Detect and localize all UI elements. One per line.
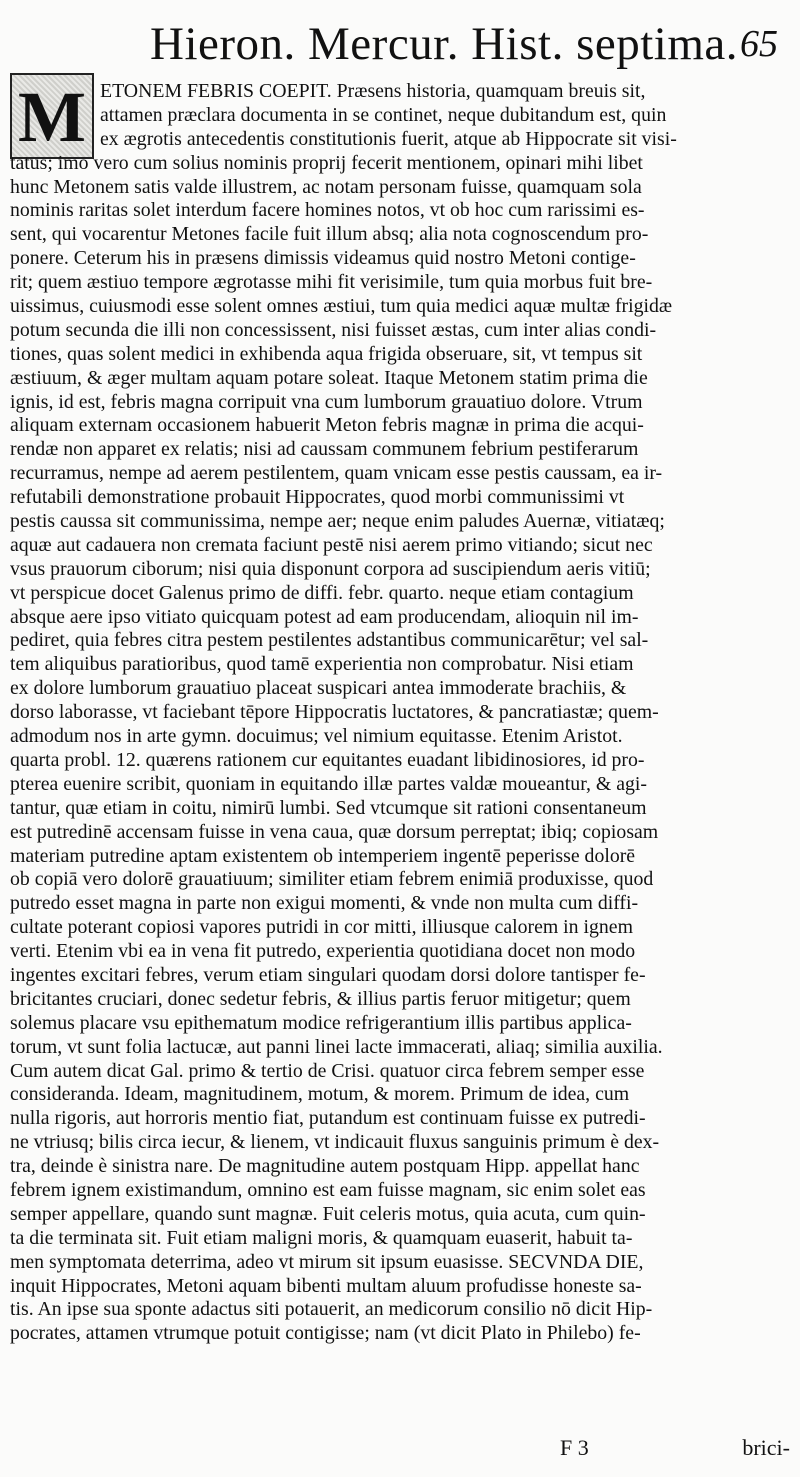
page-footer xyxy=(0,1432,800,1464)
text-line: ex dolore lumborum grauatiuo placeat suspicari antea immoderate brachiis, & xyxy=(10,677,627,700)
text-line: uissimus, cuiusmodi esse solent omnes æstiui, tum quia medici aquæ multæ frigidæ xyxy=(10,295,673,318)
text-line: admodum nos in arte gymn. docuimus; vel nimium equitasse. Etenim Aristot. xyxy=(10,725,623,748)
text-line: absque aere ipso vitiato quicquam potest ad eam producendam, alioquin nil im- xyxy=(10,605,639,628)
text-line: rendæ non apparet ex relatis; nisi ad caussam communem febrium pestiferarum xyxy=(10,438,639,461)
text-line: tis. An ipse sua sponte adactus siti potauerit, an medicorum consilio nō dicit Hip- xyxy=(10,1298,653,1321)
text-line: tem aliquibus paratioribus, quod tamē experientia non comprobatur. Nisi etiam xyxy=(10,653,634,676)
text-line: nominis raritas solet interdum facere homines notos, vt ob hoc cum rarissimi es- xyxy=(10,199,645,222)
text-line: ponere. Ceterum his in præsens dimissis videamus quid nostro Metoni contige- xyxy=(10,247,636,270)
catchword: brici- xyxy=(742,1435,790,1460)
page-header xyxy=(150,14,782,74)
text-line: putredo esset magna in parte non exigui momenti, & vnde non multa cum diffi- xyxy=(10,892,639,915)
text-line: quarta probl. 12. quærens rationem cur equitantes euadant libidinosiores, id pro- xyxy=(10,748,645,771)
text-line: semper appellare, quando sunt magnæ. Fuit celeris motus, quia acuta, cum quin- xyxy=(10,1202,646,1225)
text-line: sent, qui vocarentur Metones facile fuit illum absq; alia nota cognoscendum pro- xyxy=(10,223,649,246)
text-line: consideranda. Ideam, magnitudinem, motum, & morem. Primum de idea, cum xyxy=(10,1083,630,1106)
text-line: est putredinē accensam fuisse in vena caua, quæ dorsum perreptat; ibiq; copiosam xyxy=(10,820,659,843)
text-line: recurramus, nempe ad aerem pestilentem, quam vnicam esse pestis caussam, ea ir- xyxy=(10,462,663,485)
text-line: inquit Hippocrates, Metoni aquam bibenti multam aluum profudisse honeste sa- xyxy=(10,1274,642,1297)
text-line: bricitantes cruciari, donec sedetur febris, & illius partis feruor mitigetur; quem xyxy=(10,987,631,1010)
signature-mark: F 3 xyxy=(560,1435,589,1460)
text-line: tatus; imo vero cum solius nominis proprij fecerit mentionem, opinari mihi libet xyxy=(10,151,643,174)
text-line: pocrates, attamen vtrumque potuit contigisse; nam (vt dicit Plato in Philebo) fe- xyxy=(10,1322,641,1345)
text-line: aliquam externam occasionem habuerit Meton febris magnæ in prima die acqui- xyxy=(10,414,644,437)
text-line: torum, vt sunt folia lactucæ, aut panni linei lacte immacerati, aliaq; similia auxilia. xyxy=(10,1035,663,1058)
text-line: ta die terminata sit. Fuit etiam maligni moris, & quamquam euaserit, habuit ta- xyxy=(10,1226,633,1249)
text-line: æstiuum, & æger multam aquam potare soleat. Itaque Metonem statim prima die xyxy=(10,366,648,389)
text-line: potum secunda die illi non concessissent, nisi fuisset æstas, cum inter alias condi- xyxy=(10,318,657,341)
text-line: dorso laborasse, vt faciebant tēpore Hippocratis luctatores, & pancratiastæ; quem- xyxy=(10,701,659,724)
text-line: pterea euenire scribit, quoniam in equitando illæ partes valdæ moueantur, & agi- xyxy=(10,772,647,795)
text-line: pediret, quia febres citra pestem pestilentes adstantibus communicarētur; vel sal- xyxy=(10,629,649,652)
text-line: refutabili demonstratione probauit Hippocrates, quod morbi communissimi vt xyxy=(10,486,625,509)
text-line: rit; quem æstiuo tempore ægrotasse mihi fit verisimile, tum quia morbus fuit bre- xyxy=(10,271,653,294)
text-line: pestis caussa sit communissima, nempe aer; neque enim paludes Auernæ, vitiatæq; xyxy=(10,510,665,533)
text-line: ingentes excitari febres, verum etiam singulari quodam dorsi dolore tantisper fe- xyxy=(10,963,646,986)
text-line: ex ægrotis antecedentis constitutionis fuerit, atque ab Hippocrate sit visi- xyxy=(100,127,677,150)
text-line: vt perspicue docet Galenus primo de diffi. febr. quarto. neque etiam contagium xyxy=(10,581,634,604)
text-line: materiam putredine aptam existentem ob intemperiem ingentē peperisse dolorē xyxy=(10,844,636,867)
initial-letter: M xyxy=(18,77,86,157)
text-line: cultate poterant copiosi vapores putridi in cor mitti, illiusque calorem in ignem xyxy=(10,916,633,939)
text-line: ignis, id est, febris magna corripuit vna cum lumborum grauatiuo dolore. Vtrum xyxy=(10,390,643,413)
text-line: ne vtriusq; bilis circa iecur, & lienem, vt indicauit fluxus sanguinis primum è dex- xyxy=(10,1131,660,1154)
text-line: tra, deinde è sinistra nare. De magnitudine autem postquam Hipp. appellat hanc xyxy=(10,1155,640,1178)
text-line: tantur, quæ etiam in coitu, nimirū lumbi. Sed vtcumque sit rationi consentaneum xyxy=(10,796,647,819)
text-line: tiones, quas solent medici in exhibenda aqua frigida obseruare, sit, vt tempus sit xyxy=(10,342,643,365)
text-line: febrem ignem existimandum, omnino est eam fuisse magnam, sic enim solet eas xyxy=(10,1178,646,1201)
text-line: men symptomata deterrima, adeo vt mirum sit ipsum euasisse. SECVNDA DIE, xyxy=(10,1250,644,1273)
text-line: ob copiā vero dolorē grauatiuum; similiter etiam febrem enimiā produxisse, quod xyxy=(10,868,654,891)
text-line: nulla rigoris, aut horroris mentio fiat, putandum est continuam fuisse ex putredi- xyxy=(10,1107,646,1130)
text-line: hunc Metonem satis valde illustrem, ac notam personam fuisse, quamquam sola xyxy=(10,175,642,198)
body-text xyxy=(10,80,796,1346)
text-line: attamen præclara documenta in se continet, neque dubitandum est, quin xyxy=(100,103,667,126)
text-line: aquæ aut cadauera non cremata faciunt pestē nisi aerem primo vitiando; sicut nec xyxy=(10,533,653,556)
text-line: Cum autem dicat Gal. primo & tertio de Crisi. quatuor circa febrem semper esse xyxy=(10,1059,645,1082)
running-title: Hieron. Mercur. Hist. septima. xyxy=(150,18,739,70)
text-line: verti. Etenim vbi ea in vena fit putredo, experientia quotidiana docet non modo xyxy=(10,940,636,963)
text-line: vsus prauorum ciborum; nisi quia disponunt corpora ad suscipiendum aeris vitiū; xyxy=(10,557,651,580)
page-number: 65 xyxy=(740,23,778,65)
text-line: solemus placare vsu epithematum modice refrigerantium illis partibus applica- xyxy=(10,1011,632,1034)
text-line: ETONEM FEBRIS COEPIT. Præsens historia, quamquam breuis sit, xyxy=(100,80,646,102)
